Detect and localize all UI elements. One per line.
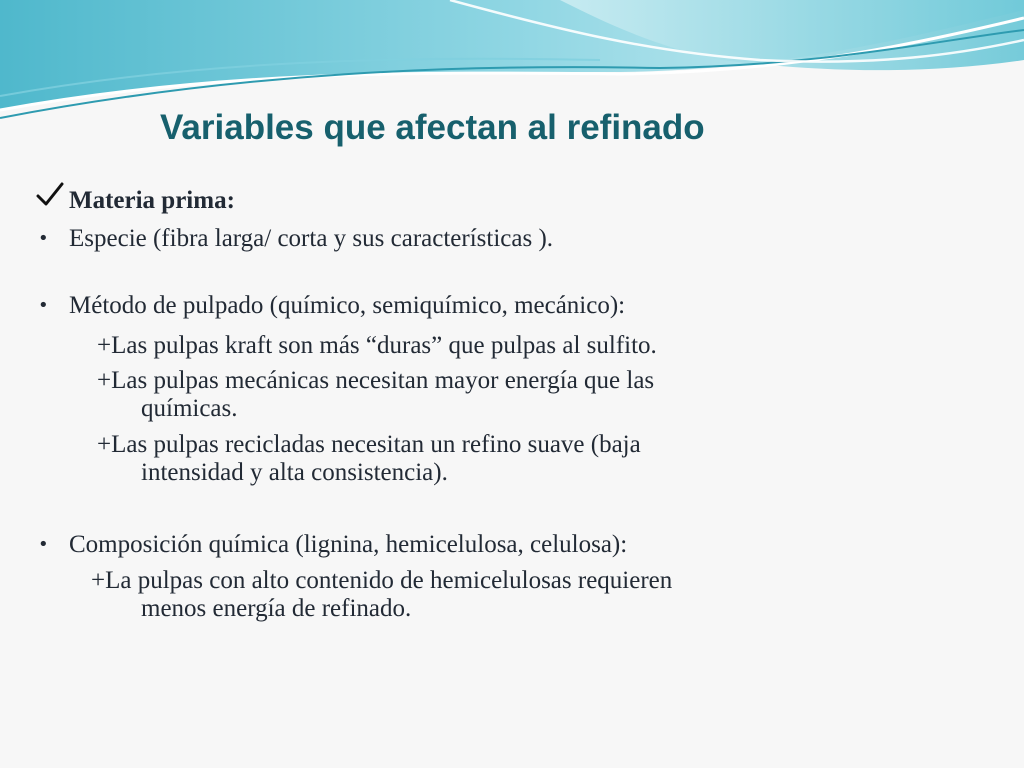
- bullet-icon: •: [38, 228, 49, 249]
- sub-item-hemicelulosas: +La pulpas con alto contenido de hemicelulosas requieren: [91, 567, 673, 594]
- bullet-icon: •: [38, 534, 49, 555]
- checkmark-icon: [36, 182, 64, 208]
- sub-item-hemicelulosas-cont: menos energía de refinado.: [141, 595, 412, 622]
- bullet-item-metodo: Método de pulpado (químico, semiquímico, mecánico):: [69, 292, 626, 319]
- sub-item-kraft: +Las pulpas kraft son más “duras” que pulpas al sulfito.: [97, 332, 657, 359]
- bullet-item-especie: Especie (fibra larga/ corta y sus características ).: [69, 225, 554, 252]
- slide-title: Variables que afectan al refinado: [160, 108, 705, 147]
- bullet-icon: •: [38, 295, 49, 316]
- sub-item-mecanicas-cont: químicas.: [141, 395, 238, 422]
- sub-item-recicladas: +Las pulpas recicladas necesitan un refino suave (baja: [97, 431, 641, 458]
- section-heading: Materia prima:: [69, 187, 235, 214]
- sub-item-recicladas-cont: intensidad y alta consistencia).: [141, 459, 448, 486]
- sub-item-mecanicas: +Las pulpas mecánicas necesitan mayor energía que las: [97, 367, 655, 394]
- bullet-item-composicion: Composición química (lignina, hemicelulosa, celulosa):: [69, 531, 628, 558]
